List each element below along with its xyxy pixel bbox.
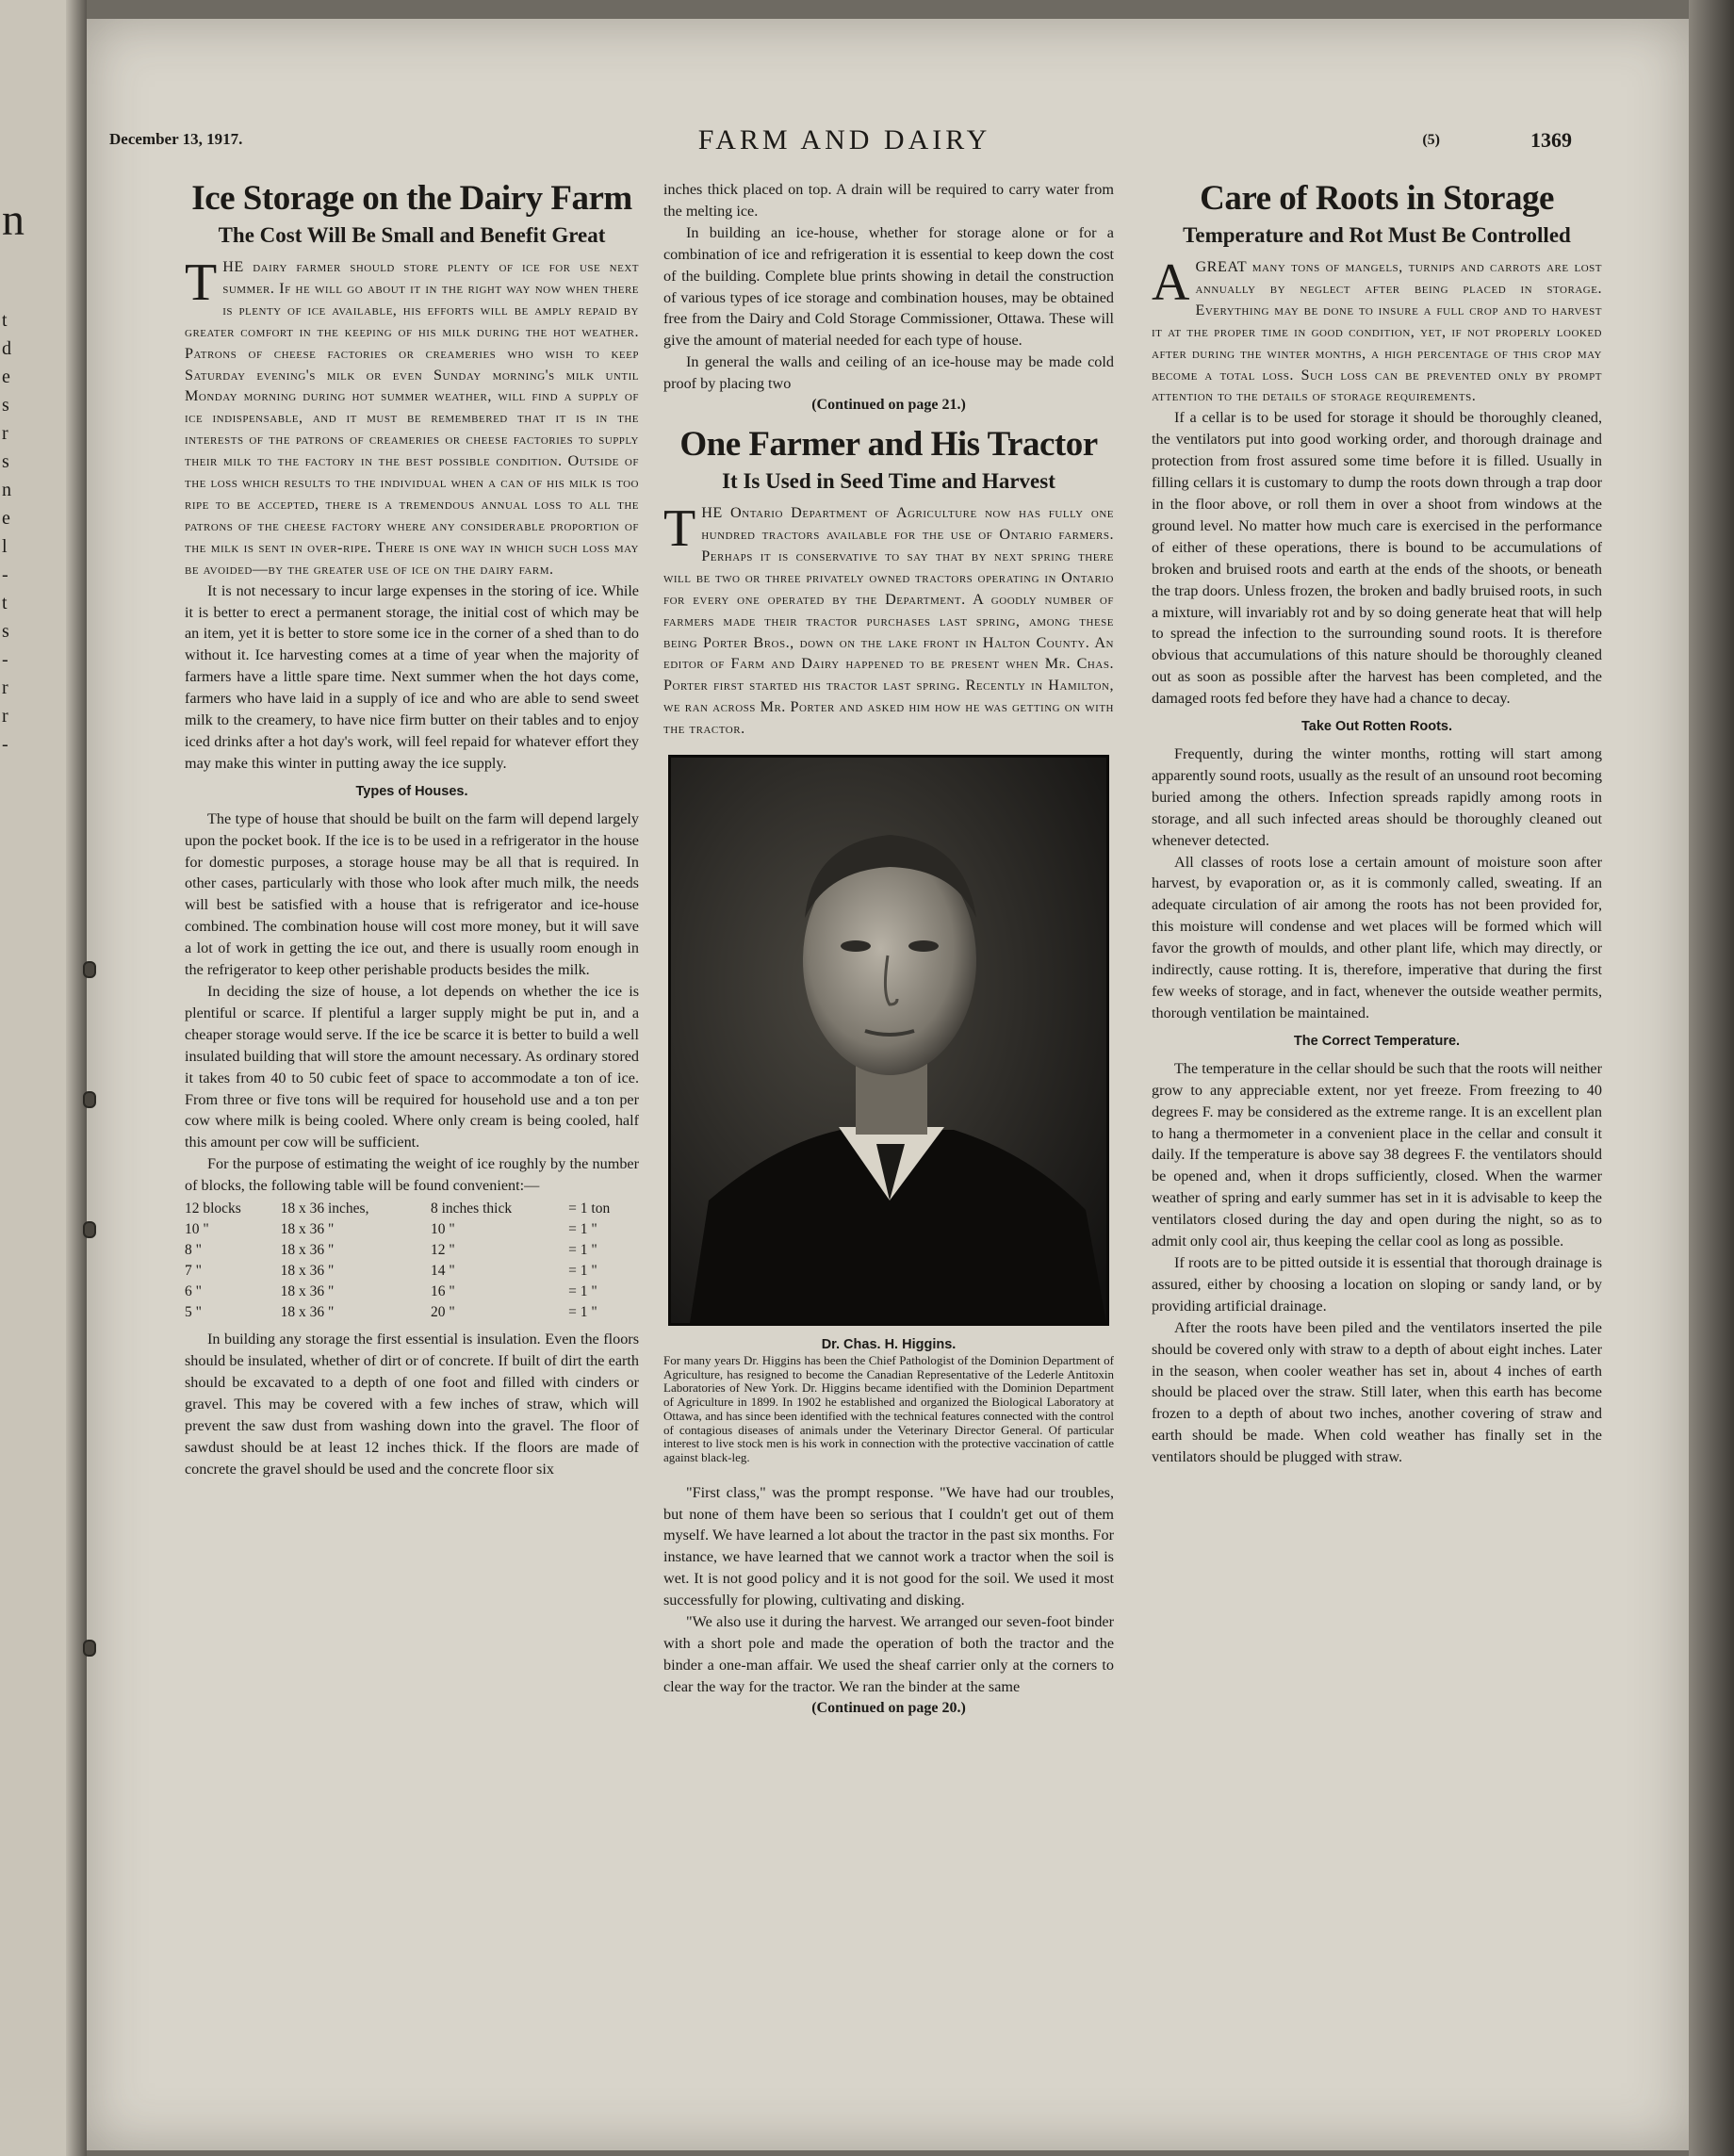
caption-text: For many years Dr. Higgins has been the Chief Pathologist of the Dominion Department of Agriculture, has resigned to become the Canadian Representative of the Lederle Antitoxin Laboratories of New York. Dr. Higgins became identified with the Dominion Department of Agriculture in 1899. In 1902 he established and organized the Biological Laboratory at Ottawa, and has since been identified with the technical features connected with the control of contagious diseases of animals under the Veterinary Director General. Of particular interest to live stock men is his work in connection with the protective vaccination of cattle against black-leg. bbox=[663, 1353, 1114, 1464]
paragraph: THE dairy farmer should store plenty of ice for use next summer. If he will go about it in the right way now when there is plenty of ice available, his efforts will be amply repaid by greater comfort in the keeping of his milk during the hot weather. Patrons of cheese factories or creameries who wish to keep Saturday evening's milk or even Sunday morning's milk until Monday morning during hot summer weather, will find a supply of ice indispensable, and it must be remembered that it is in the interests of the patrons of creameries or cheese factories to supply their milk to the factory in the best possible condition. Outside of the loss which results to the individual when a can of his milk is too ripe to be accepted, there is a tremendous annual loss to all the patrons of the cheese factory where any considerable proportion of the milk is sent in over-ripe. There is one way in which such loss may be avoided—by the greater use of ice on the dairy farm. bbox=[185, 253, 639, 578]
table-row bbox=[185, 1261, 639, 1282]
paragraph: AGREAT many tons of mangels, turnips and carrots are lost annually by neglect after being placed in storage. Everything may be done to insure a full crop and to harvest it at the proper time in good condition, yet, if not properly looked after during the winter months, a high percentage of this crop may become a total loss. Such loss can be prevented only by prompt attention to the details of storage requirements. bbox=[1152, 253, 1602, 405]
table-cell: 18 x 36 " bbox=[280, 1304, 335, 1321]
previous-page-fragment: e bbox=[2, 508, 10, 529]
previous-page-fragment: d bbox=[2, 338, 11, 359]
paragraph: "We also use it during the harvest. We arranged our seven-foot binder with a short pole and made the operation of both the tractor and the binder a one-man affair. We used the sheaf carrier only at the corners to clear the way for the tractor. We ran the binder at the same bbox=[663, 1613, 1114, 1695]
page-header bbox=[109, 124, 1579, 162]
paragraph: In building an ice-house, whether for storage alone or for a combination of ice and refrigeration it is essential to keep down the cost of the building. Complete blue prints showing in detail the construction of various types of ice storage and combination houses, may be obtained free from the Dairy and Cold Storage Commissioner, Ottawa. These will give the amount of material needed for each type of house. bbox=[663, 223, 1114, 350]
previous-page-fragment: - bbox=[2, 649, 8, 670]
folio-number: 1369 bbox=[1530, 128, 1572, 152]
table-row bbox=[185, 1282, 639, 1302]
table-row bbox=[185, 1219, 639, 1240]
binding-stitch bbox=[83, 961, 96, 978]
previous-page-fragment: s bbox=[2, 451, 9, 472]
binding-stitch bbox=[83, 1221, 96, 1238]
previous-page-fragment: - bbox=[2, 564, 8, 585]
table-cell: = 1 " bbox=[568, 1263, 597, 1280]
binding-stitch bbox=[83, 1640, 96, 1657]
previous-page-fragment: - bbox=[2, 734, 8, 755]
paragraph: It is not necessary to incur large expenses in the storing of ice. While it is better to erect a permanent storage, the initial cost of which may be an item, yet it is better to store some ice in the corner of a shed than to do without it. Ice harvesting comes at a time of year when the majority of farmers have a little spare time. Next summer when the hot days come, farmers who have laid in a supply of ice and who are able to send sweet milk to the creamery, to have nice firm butter on their tables and to enjoy iced drinks after a hot day's work, will feel repaid for whatever effort they may make this winter in putting away the ice supply. bbox=[185, 581, 639, 772]
portrait-illustration bbox=[671, 758, 1106, 1323]
table-cell: 14 " bbox=[430, 1263, 455, 1280]
table-cell: 18 x 36 " bbox=[280, 1283, 335, 1300]
table-row bbox=[185, 1199, 639, 1219]
previous-page-fragment: l bbox=[2, 536, 8, 557]
article-roots-storage bbox=[1152, 179, 1602, 1468]
table-cell: 12 blocks bbox=[185, 1200, 241, 1217]
table-cell: = 1 " bbox=[568, 1221, 597, 1238]
paragraph: The temperature in the cellar should be such that the roots will neither grow to any appreciable extent, nor yet freeze. From freezing to 40 degrees F. may be considered as the extreme range. It is an excellent plan to hang a thermometer in a convenient place in the cellar and consult it daily. If the temperature is above say 38 degrees F. the ventilators should be opened and, when it drops sufficiently, closed. When the warmer weather of spring and early summer has set in it is advisable to keep the ventilators closed during the day and open during the night, so as to admit only cool air, thus keeping the cellar cool as long as possible. bbox=[1152, 1059, 1603, 1250]
scan-right-edge bbox=[1689, 0, 1734, 2156]
table-cell: 18 x 36 inches, bbox=[280, 1200, 369, 1217]
table-row bbox=[185, 1302, 639, 1323]
paragraph: The type of house that should be built on the farm will depend largely upon the pocket book. If the ice is to be used in a refrigerator in the house for domestic purposes, a storage house may be all that is required. In other cases, particularly with those who look after much milk, the needs will best be satisfied with a house that is refrigerator and ice-house combined. The combination house will cost more money, but it will save a lot of work in getting the ice out, and there is usually room enough in the refrigerator to keep other perishable products besides the milk. bbox=[185, 809, 639, 979]
table-cell: 10 " bbox=[430, 1221, 455, 1238]
previous-page-fragment: n bbox=[2, 480, 11, 500]
drop-cap: T bbox=[663, 499, 696, 559]
table-cell: 18 x 36 " bbox=[280, 1221, 335, 1238]
deck-tractor: It Is Used in Seed Time and Harvest bbox=[722, 469, 1055, 494]
table-cell: 10 " bbox=[185, 1221, 209, 1238]
previous-page-fragment: t bbox=[2, 310, 8, 331]
masthead-title: FARM AND DAIRY bbox=[697, 124, 991, 155]
continued-note: (Continued on page 20.) bbox=[811, 1699, 966, 1716]
caption-name: Dr. Chas. H. Higgins. bbox=[821, 1337, 957, 1353]
previous-page-fragment: t bbox=[2, 593, 8, 613]
previous-page-fragment: r bbox=[2, 706, 8, 727]
table-cell: 16 " bbox=[430, 1283, 455, 1300]
deck-ice-storage: The Cost Will Be Small and Benefit Great bbox=[218, 223, 606, 247]
table-cell: 12 " bbox=[430, 1242, 455, 1259]
paragraph: Frequently, during the winter months, rotting will start among apparently sound roots, usually as the result of an unsound root becoming buried among the others. Infection spreads rapidly among roots in storage, and all such infected areas should be thoroughly cleaned out whenever detected. bbox=[1152, 745, 1602, 849]
deck-roots-storage: Temperature and Rot Must Be Controlled bbox=[1183, 223, 1571, 247]
table-cell: 6 " bbox=[185, 1283, 202, 1300]
paragraph: In general the walls and ceiling of an ice-house may be made cold proof by placing two bbox=[663, 353, 1114, 393]
table-cell: 8 inches thick bbox=[430, 1200, 513, 1217]
table-cell: = 1 " bbox=[568, 1283, 597, 1300]
previous-page-edge bbox=[0, 0, 87, 2156]
headline-roots-storage: Care of Roots in Storage bbox=[1200, 179, 1554, 218]
paragraph: All classes of roots lose a certain amount of moisture soon after harvest, by evaporation or, as it is commonly called, sweating. If an adequate circulation of air among the roots has not been provided for, this moisture will condense and wet places will be formed which will favor the growth of moulds, and other plant life, which may directly, or indirectly, cause rotting. It is, therefore, imperative that during the first few weeks of storage, and in fact, whenever the outside weather permits, thorough ventilation be maintained. bbox=[1152, 853, 1602, 1021]
article-ice-storage bbox=[185, 179, 639, 1479]
ice-weight-table bbox=[185, 1199, 639, 1323]
paragraph: For the purpose of estimating the weight of ice roughly by the number of blocks, the following table will be found convenient:— bbox=[185, 1155, 639, 1195]
table-row bbox=[185, 1240, 639, 1261]
binding-fold bbox=[66, 0, 87, 2156]
previous-page-fragment: s bbox=[2, 621, 9, 642]
paragraph: After the roots have been piled and the ventilators inserted the pile should be covered only with straw to a depth of about eight inches. Later in the season, when cooler weather has set in, about 4 inches of earth should be placed over the straw. Still later, when this earth has become frozen to a depth of about two inches, another covering of straw and earth should be made. When cold weather has finally set in the ventilators should be plugged with straw. bbox=[1152, 1318, 1602, 1466]
previous-page-fragment: s bbox=[2, 395, 9, 416]
table-cell: 5 " bbox=[185, 1304, 202, 1321]
drop-cap: A bbox=[1152, 253, 1190, 312]
previous-page-fragment: e bbox=[2, 367, 10, 387]
subheading-rotten-roots: Take Out Rotten Roots. bbox=[1300, 719, 1453, 735]
table-cell: 8 " bbox=[185, 1242, 202, 1259]
binding-stitch bbox=[83, 1091, 96, 1108]
previous-page-fragment: r bbox=[2, 678, 8, 698]
previous-page-fragment: n bbox=[2, 195, 25, 245]
table-cell: 7 " bbox=[185, 1263, 202, 1280]
article-column-middle bbox=[663, 179, 1114, 1719]
table-cell: = 1 " bbox=[568, 1242, 597, 1259]
previous-page-fragment: r bbox=[2, 423, 8, 444]
headline-tractor: One Farmer and His Tractor bbox=[679, 425, 1098, 465]
table-cell: = 1 ton bbox=[568, 1200, 611, 1217]
paragraph: "First class," was the prompt response. "We have had our troubles, but none of them have been so serious that I couldn't get out of them myself. We have learned a lot about the tractor in the past six months. For instance, we have learned that we cannot work a tractor when the soil is wet. It is not good policy and it is not good for the soil. We used it most successfully for plowing, cultivating and disking. bbox=[663, 1483, 1114, 1609]
table-cell: 18 x 36 " bbox=[280, 1242, 335, 1259]
table-cell: 20 " bbox=[430, 1304, 455, 1321]
paragraph: If a cellar is to be used for storage it should be thoroughly cleaned, the ventilators put into good working order, and thorough drainage and protection from frost assured some time before it is filled. Usually in filling cellars it is customary to dump the roots down through a trap door in the floor above, or roll them in over a shoot from windows at the ground level. No matter how much care is exercised in the performance of either of these operations, there is bound to be accumulations of broken and bruised roots and earth at the ends of the shoots, or beneath the trap doors. Unless frozen, the broken and badly bruised roots, in such a mixture, will invariably rot and by so doing generate heat that will help to spread the infection to the surrounding sound roots. It is therefore obvious that accumulations of this nature should be thoroughly cleaned out as soon as possible after the harvest has been completed, and the damaged roots fed before they have had a chance to decay. bbox=[1152, 409, 1602, 708]
paragraph: THE Ontario Department of Agriculture now has fully one hundred tractors available for the use of Ontario farmers. Perhaps it is conservative to say that by next spring there will be two or three privately owned tractors operating in Ontario for every one operated by the Department. A goodly number of farmers made their tractor purchases last spring, among these being Porter Bros., down on the lake front in Halton County. An editor of Farm and Dairy happened to be present when Mr. Chas. Porter first started his tractor last spring. Recently in Hamilton, we ran across Mr. Porter and asked him how he was getting on with the tractor. bbox=[663, 499, 1114, 738]
drop-cap: T bbox=[185, 253, 218, 312]
paragraph: In deciding the size of house, a lot depends on whether the ice is plentiful or scarce. If plentiful a larger supply might be put in, and a cheaper storage would serve. If the ice be scarce it is better to build a well insulated building that will store the amount necessary. As ordinary stored it takes from 40 to 50 cubic feet of space to accommodate a ton of ice. From three or five tons will be required for household use and a ton per cow where milk is being cooled. Where only cream is being cooled, half this amount per cow will be sufficient. bbox=[185, 983, 639, 1152]
page-number: (5) bbox=[1422, 132, 1440, 148]
table-cell: = 1 " bbox=[568, 1304, 597, 1321]
headline-ice-storage: Ice Storage on the Dairy Farm bbox=[191, 179, 632, 218]
continued-note: (Continued on page 21.) bbox=[811, 397, 966, 414]
issue-date: December 13, 1917. bbox=[109, 130, 243, 148]
subheading-types-of-houses: Types of Houses. bbox=[355, 783, 468, 799]
subheading-correct-temperature: The Correct Temperature. bbox=[1293, 1033, 1461, 1049]
paragraph: In building any storage the first essential is insulation. Even the floors should be insulated, whether of dirt or of concrete. If built of dirt the earth should be excavated to a depth of one foot and filled with cinders or gravel. This may be covered with a few inches of straw, which will prevent the saw dust from washing down into the gravel. The floor of sawdust should be at least 12 inches thick. If the floors are made of concrete the gravel should be used and the concrete floor six bbox=[185, 1331, 639, 1478]
paragraph: If roots are to be pitted outside it is essential that thorough drainage is assured, either by choosing a location on sloping or sandy land, or by providing artificial drainage. bbox=[1152, 1253, 1602, 1315]
paragraph: inches thick placed on top. A drain will be required to carry water from the melting ice. bbox=[663, 181, 1114, 220]
portrait-photo bbox=[668, 755, 1109, 1326]
table-cell: 18 x 36 " bbox=[280, 1263, 335, 1280]
